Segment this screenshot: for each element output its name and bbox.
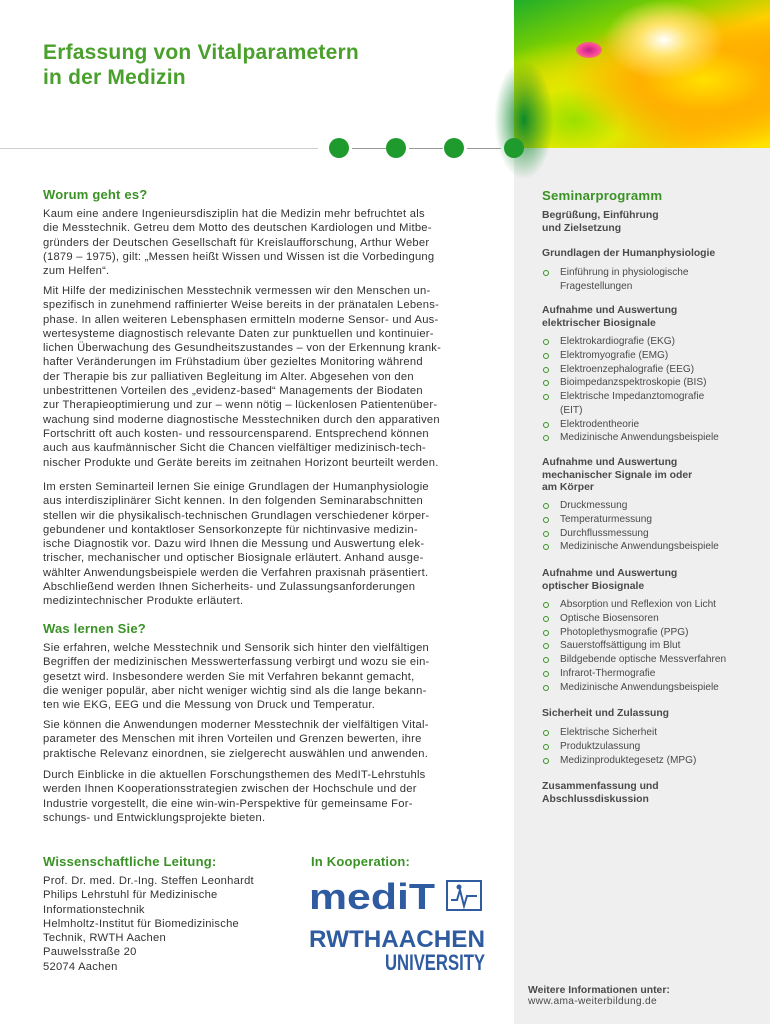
intro-paragraph-3: Im ersten Seminarteil lernen Sie einige Grundlagen der Humanphysiologie aus interdisziplinärer Sicht kennen. In den folgenden Seminarabschnitten stellen wir die physikalisch-technischen Grundlagen verschiedener körper- gebundener und kontaktloser Sensorkonzepte für nichtinvasive medizin- ische Diagnostik vor. Dazu wird Ihnen die Messung und Auswertung elek- trischer, mechanischer und optischer Biosignale erläutert. Anhand ausge- wählter Anwendungsbeispiele werden die Verfahren praxisnah präsentiert. Abschließend werden Ihnen Sicherheits- und Zulassungsanforderungen medizintechnischer Produkte erläutert. [43,481,430,608]
section-list [542,335,742,445]
divider-dash [409,148,443,149]
bullet-icon [543,270,549,276]
list-item: Einführung in physiologische Fragestellungen [542,266,742,294]
list-item: Elektroenzephalografie (EEG) [542,363,742,377]
list-item: Absorption und Reflexion von Licht [542,598,742,612]
medit-logo [309,876,487,917]
list-item: Infrarot-Thermografie [542,667,742,681]
section-title: Aufnahme und Auswertung optischer Biosignale [542,568,678,592]
bullet-icon [543,744,549,750]
bullet-icon [543,353,549,359]
bullet-icon [543,339,549,345]
page-title [43,40,503,90]
list-item: Druckmessung [542,499,742,513]
list-item: Elektrische Impedanztomografie (EIT) [542,390,742,418]
kooperation-heading: In Kooperation: [311,854,411,869]
intro-paragraph-2: Mit Hilfe der medizinischen Messtechnik vermessen wir den Menschen un- spezifisch in zunehmend raffinierter Weise bereits in der pränatalen Lebens- phase. In allen weiteren Lebensphasen ermitteln moderne Sensor- und Aus- wertesysteme diagnostisch relevante Daten zur punktuellen und kontinuier- lichen Überwachung des Gesundheitszustandes – von der Erkennung krank- hafter Veränderungen im Frühstadium über gezieltes Monitoring während der Therapie bis zur palliativen Begleitung im Alter. Abgesehen von den unbestrittenen Vorteilen des „evidenz-based“ Managements der Biodaten zur Therapieoptimierung und zur – wenn nötig – lückenlosen Patientenüber- wachung sind moderne diagnostische Messtechniken durch den apparativen Fortschritt oft auch kosten- und ressourcensparend. Entsprechend können auch aus kaufmännischer Sicht die Chancen vielfältiger medizinisch-tech- nischer Produkte und Geräte bereits im zeitnahen Horizont beurteilt werden. [43,285,442,469]
list-item: Photoplethysmografie (PPG) [542,626,742,640]
section-title: Sicherheit und Zulassung [542,708,670,719]
dot-1 [329,138,349,158]
bullet-icon [543,503,549,509]
list-item: Elektrische Sicherheit [542,726,742,740]
list-item: Durchflussmessung [542,527,742,541]
list-item: Sauerstoffsättigung im Blut [542,639,742,653]
learn-paragraph-2: Sie können die Anwendungen moderner Messtechnik der vielfältigen Vital- parameter des Menschen mit ihren Vorteilen und Grenzen bewerten, ihre praktische Relevanz einordnen, sie zielgerecht auswählen und anwenden. [43,719,429,760]
dot-3 [444,138,464,158]
section-title: Aufnahme und Auswertung mechanischer Signale im oder am Körper [542,457,693,493]
list-item: Medizinische Anwendungsbeispiele [542,431,742,445]
learn-heading: Was lernen Sie? [43,621,146,636]
bullet-icon [543,517,549,523]
bullet-icon [543,435,549,441]
bullet-icon [543,394,549,400]
list-item: Medizinproduktegesetz (MPG) [542,754,742,768]
rwth-logo [309,925,487,973]
intro-paragraph-1: Kaum eine andere Ingenieursdisziplin hat die Medizin mehr befruchtet als die Messtechnik. Getreu dem Motto des deutschen Kardiologen und Mitbe- gründers der Deutschen Gesellschaft für Kreislaufforschung, Arthur Weber (1879 – 1975), gilt: „Messen heißt Wissen und Wissen ist die Vorbedingung zum Helfen“. [43,208,435,278]
programm-heading: Seminarprogramm [542,188,663,203]
leitung-heading: Wissenschaftliche Leitung: [43,854,217,869]
section-list [542,598,742,694]
list-item: Elektromyografie (EMG) [542,349,742,363]
learn-paragraph-3: Durch Einblicke in die aktuellen Forschungsthemen des MedIT-Lehrstuhls werden Ihnen Kooperationsstrategien zwischen der Hochschule und der Industrie vorgestellt, die eine win-win-Perspektive für gemeinsame For- schungs- und Entwicklungsprojekte bieten. [43,769,426,824]
bullet-icon [543,643,549,649]
bullet-icon [543,657,549,663]
list-item: Bildgebende optische Messverfahren [542,653,742,667]
title-line-1: Erfassung von Vitalparametern [43,41,359,64]
footer-link[interactable]: www.ama-weiterbildung.de [528,996,657,1007]
rwth-logo-line-1: RWTHAACHEN [309,926,485,953]
bullet-icon [543,758,549,764]
bullet-icon [543,630,549,636]
bullet-icon [543,616,549,622]
section-title: Begrüßung, Einführung und Zielsetzung [542,210,659,234]
intro-heading: Worum geht es? [43,187,148,202]
list-item: Medizinische Anwendungsbeispiele [542,681,742,695]
bullet-icon [543,367,549,373]
list-item: Bioimpedanzspektroskopie (BIS) [542,376,742,390]
list-item: Produktzulassung [542,740,742,754]
thermal-image [514,0,770,148]
dot-4 [504,138,524,158]
footer-label: Weitere Informationen unter: [528,985,670,996]
dot-2 [386,138,406,158]
bullet-icon [543,602,549,608]
list-item: Optische Biosensoren [542,612,742,626]
list-item: Elektrokardiografie (EKG) [542,335,742,349]
divider-line [0,148,318,149]
divider-dash [352,148,386,149]
leitung-address: Prof. Dr. med. Dr.-Ing. Steffen Leonhardt Philips Lehrstuhl für Medizinische Informationstechnik Helmholtz-Institut für Biomedizinische Technik, RWTH Aachen Pauwelsstraße 20 52074 Aachen [43,875,254,973]
title-line-2: in der Medizin [43,66,186,89]
bullet-icon [543,531,549,537]
medit-logo-text: mediT [309,876,436,917]
list-item: Temperaturmessung [542,513,742,527]
bullet-icon [543,422,549,428]
divider-dash [467,148,501,149]
rwth-logo-line-2: UNIVERSITY [385,950,486,975]
bullet-icon [543,685,549,691]
section-list [542,266,742,294]
bullet-icon [543,544,549,550]
bullet-icon [543,730,549,736]
section-title: Zusammenfassung und Abschlussdiskussion [542,781,659,805]
learn-paragraph-1: Sie erfahren, welche Messtechnik und Sensorik sich hinter den vielfältigen Begriffen der medizinischen Messwerterfassung verbirgt und wozu sie ein- gesetzt wird. Insbesondere werden Sie mit Verfahren bekannt gemacht, die weniger populär, aber nicht weniger wichtig sind als die lange bekann- ten wie EKG, EEG und die Messung von Druck und Temperatur. [43,642,430,712]
section-list [542,499,742,554]
list-item: Elektrodentheorie [542,418,742,432]
list-item: Medizinische Anwendungsbeispiele [542,540,742,554]
section-list [542,726,742,767]
section-title: Aufnahme und Auswertung elektrischer Biosignale [542,305,678,329]
bullet-icon [543,380,549,386]
bullet-icon [543,671,549,677]
section-title: Grundlagen der Humanphysiologie [542,248,716,259]
